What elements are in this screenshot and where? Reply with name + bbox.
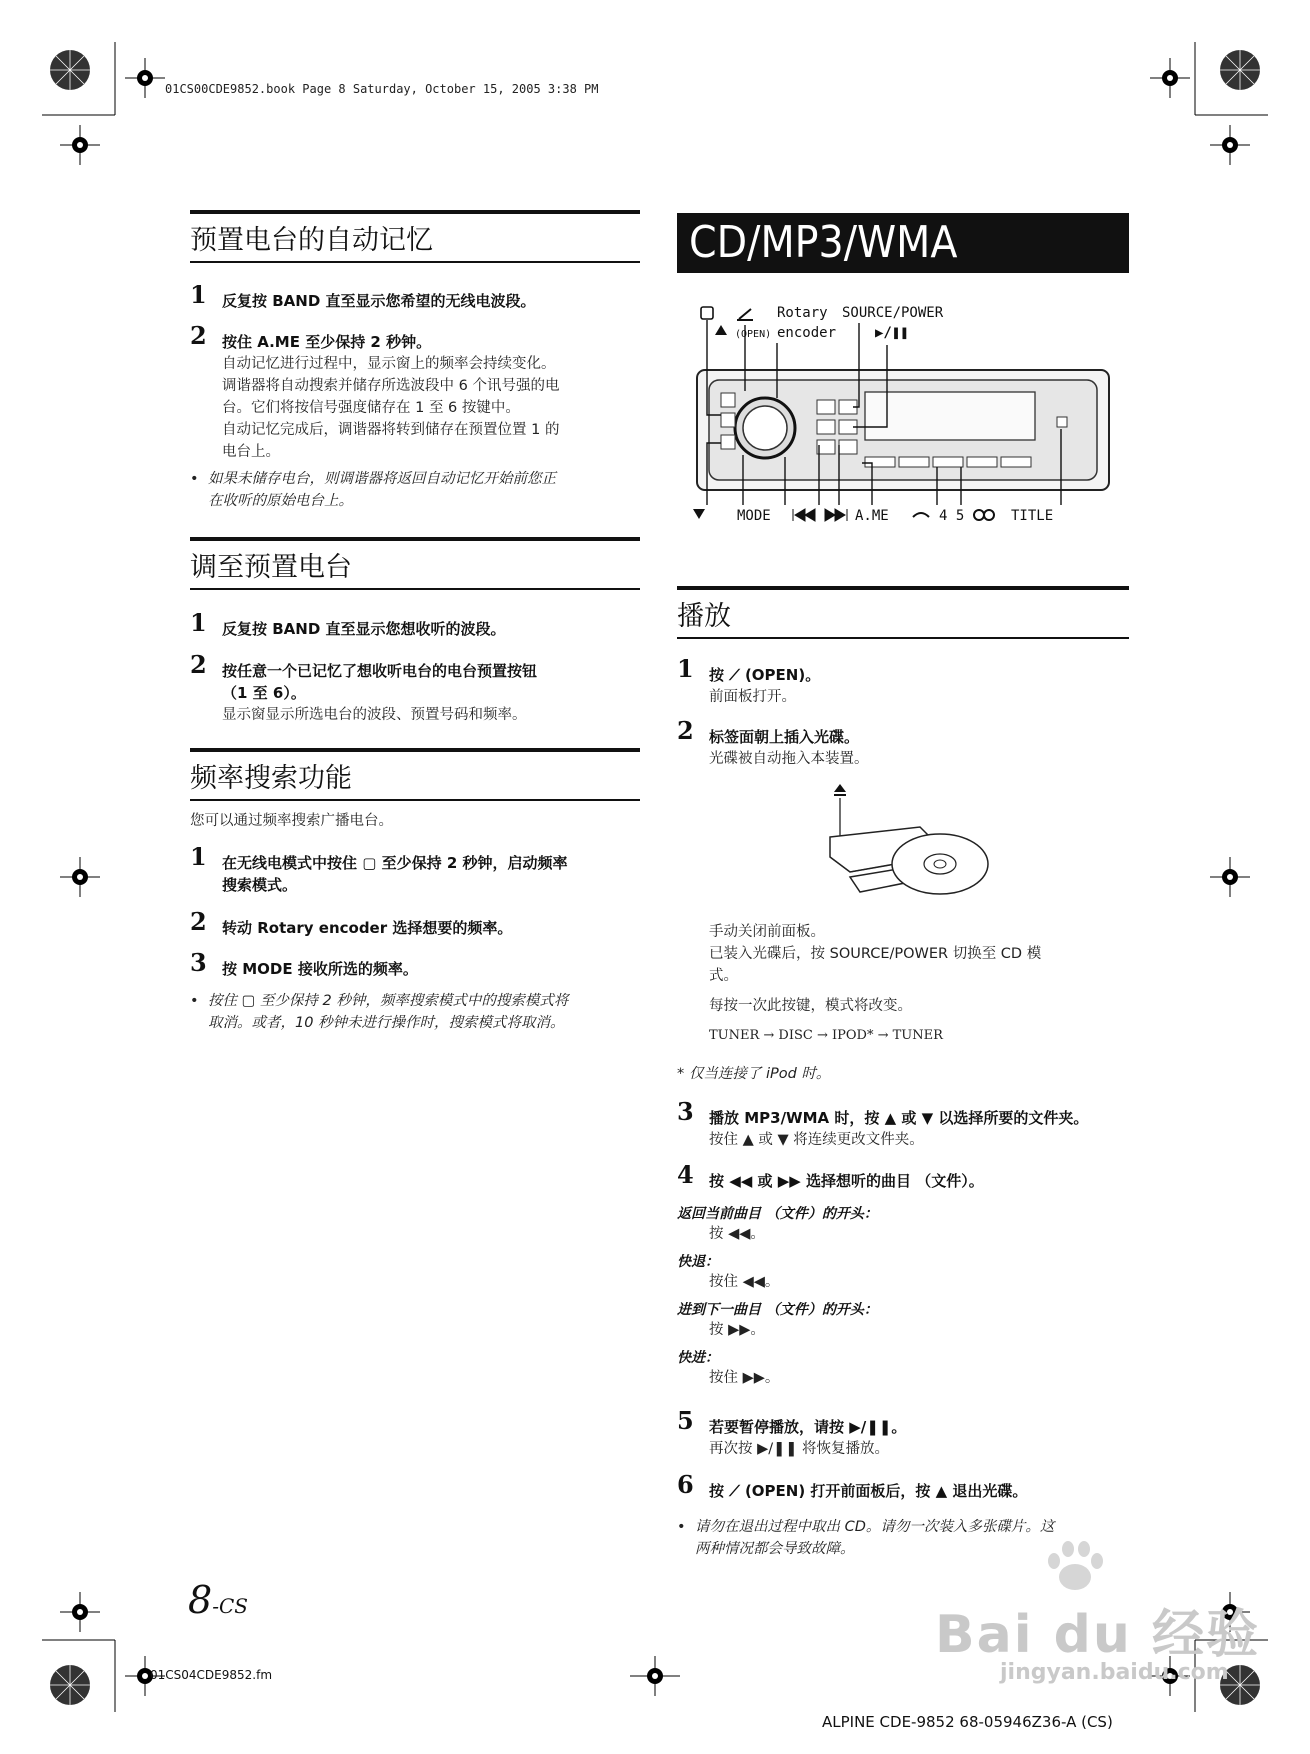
section-title-playback: 播放 <box>677 586 1129 639</box>
step-1: 1 按 ⟋ (OPEN)。 前面板打开。 <box>677 654 821 705</box>
step-2: 2 按住 A.ME 至少保持 2 秒钟。 自动记忆进行过程中，显示窗上的频率会持续变化。 调谐器将自动搜索并储存所选波段中 6 个讯号强的电 台。它们将按信号强度储存在 1 至 6 按键中。 自动记忆完成后，调谐器将转到储存在预置位置 1 的 电台上。 <box>190 321 560 460</box>
step-1: 1 在无线电模式中按住 ▢ 至少保持 2 秒钟，启动频率 搜索模式。 <box>190 842 568 894</box>
chapter-title: CD/MP3/WMA <box>677 213 1129 273</box>
section-title-auto-memory: 预置电台的自动记忆 <box>190 210 640 263</box>
rotary-label: Rotary <box>777 305 828 321</box>
step-2: 2 标签面朝上插入光碟。 光碟被自动拖入本装置。 <box>677 716 869 767</box>
track-operations: 返回当前曲目 （文件）的开头： 按 ◀◀。 快退： 按住 ◀◀。 进到下一曲目 （文件）的开头： 按 ▶▶。 快进： 按住 ▶▶。 <box>677 1206 878 1386</box>
step-2: 2 按任意一个已记忆了想收听电台的电台预置按钮 （1 至 6）。 显示窗显示所选电台的波段、预置号码和频率。 <box>190 650 538 723</box>
footer-file: 01CS04CDE9852.fm <box>150 1668 273 1682</box>
after-figure-text: 手动关闭前面板。 已装入光碟后，按 SOURCE/POWER 切换至 CD 模 式。 每按一次此按键，模式将改变。 TUNER → DISC → IPOD* → TUNER <box>709 921 1149 1047</box>
title-label: TITLE <box>1011 508 1054 524</box>
step-5: 5 若要暂停播放，请按 ▶/❚❚。 再次按 ▶/❚❚ 将恢复播放。 <box>677 1406 907 1457</box>
footer-code: ALPINE CDE-9852 68-05946Z36-A (CS) <box>822 1713 1113 1731</box>
baidu-watermark-url: jingyan.baidu.com <box>1000 1660 1229 1685</box>
step-3: 3 播放 MP3/WMA 时，按 ▲ 或 ▼ 以选择所要的文件夹。 按住 ▲ 或 ▼ 将连续更改文件夹。 <box>677 1097 1089 1148</box>
step-3: 3 按 MODE 接收所选的频率。 <box>190 948 418 978</box>
section-title-freq-search: 频率搜索功能 <box>190 748 640 801</box>
preset-45-label: 4 5 <box>939 508 965 524</box>
step-4: 4 按 ◀◀ 或 ▶▶ 选择想听的曲目 （文件）。 <box>677 1160 984 1190</box>
note: • 如果未储存电台，则调谐器将返回自动记忆开始前您正 在收听的原始电台上。 <box>190 471 556 509</box>
ame-label: A.ME <box>855 508 889 524</box>
intro-text: 您可以通过频率搜索广播电台。 <box>190 813 393 829</box>
baidu-watermark-logo: Bai du 经验 <box>935 1605 1260 1665</box>
step-1: 1 反复按 BAND 直至显示您想收听的波段。 <box>190 608 506 638</box>
open-label: (OPEN) <box>735 329 772 340</box>
head-unit-diagram <box>677 295 1129 545</box>
step-1: 1 反复按 BAND 直至显示您希望的无线电波段。 <box>190 280 536 310</box>
note: • 请勿在退出过程中取出 CD。请勿一次装入多张碟片。这 两种情况都会导致故障。 <box>677 1519 1055 1557</box>
disc-insert-figure <box>820 782 1000 902</box>
page-number: 8-CS <box>188 1578 248 1622</box>
section-title-preset: 调至预置电台 <box>190 537 640 590</box>
step-6: 6 按 ⟋ (OPEN) 打开前面板后，按 ▲ 退出光碟。 <box>677 1470 1028 1500</box>
note: • 按住 ▢ 至少保持 2 秒钟，频率搜索模式中的搜索模式将 取消。或者，10 秒钟未进行操作时，搜索模式将取消。 <box>190 993 569 1031</box>
mode-flow: TUNER → DISC → IPOD* → TUNER <box>709 1028 943 1043</box>
file-header: 01CS00CDE9852.book Page 8 Saturday, October 15, 2005 3:38 PM <box>165 82 599 96</box>
source-power-label: SOURCE/POWER <box>842 305 944 321</box>
play-pause-label: ▶/❚❚ <box>875 325 909 341</box>
step-2: 2 转动 Rotary encoder 选择想要的频率。 <box>190 907 513 937</box>
paw-icon <box>1040 1535 1110 1595</box>
mode-label: MODE <box>737 508 771 524</box>
ipod-footnote: * 仅当连接了 iPod 时。 <box>677 1066 831 1082</box>
encoder-label: encoder <box>777 325 837 341</box>
